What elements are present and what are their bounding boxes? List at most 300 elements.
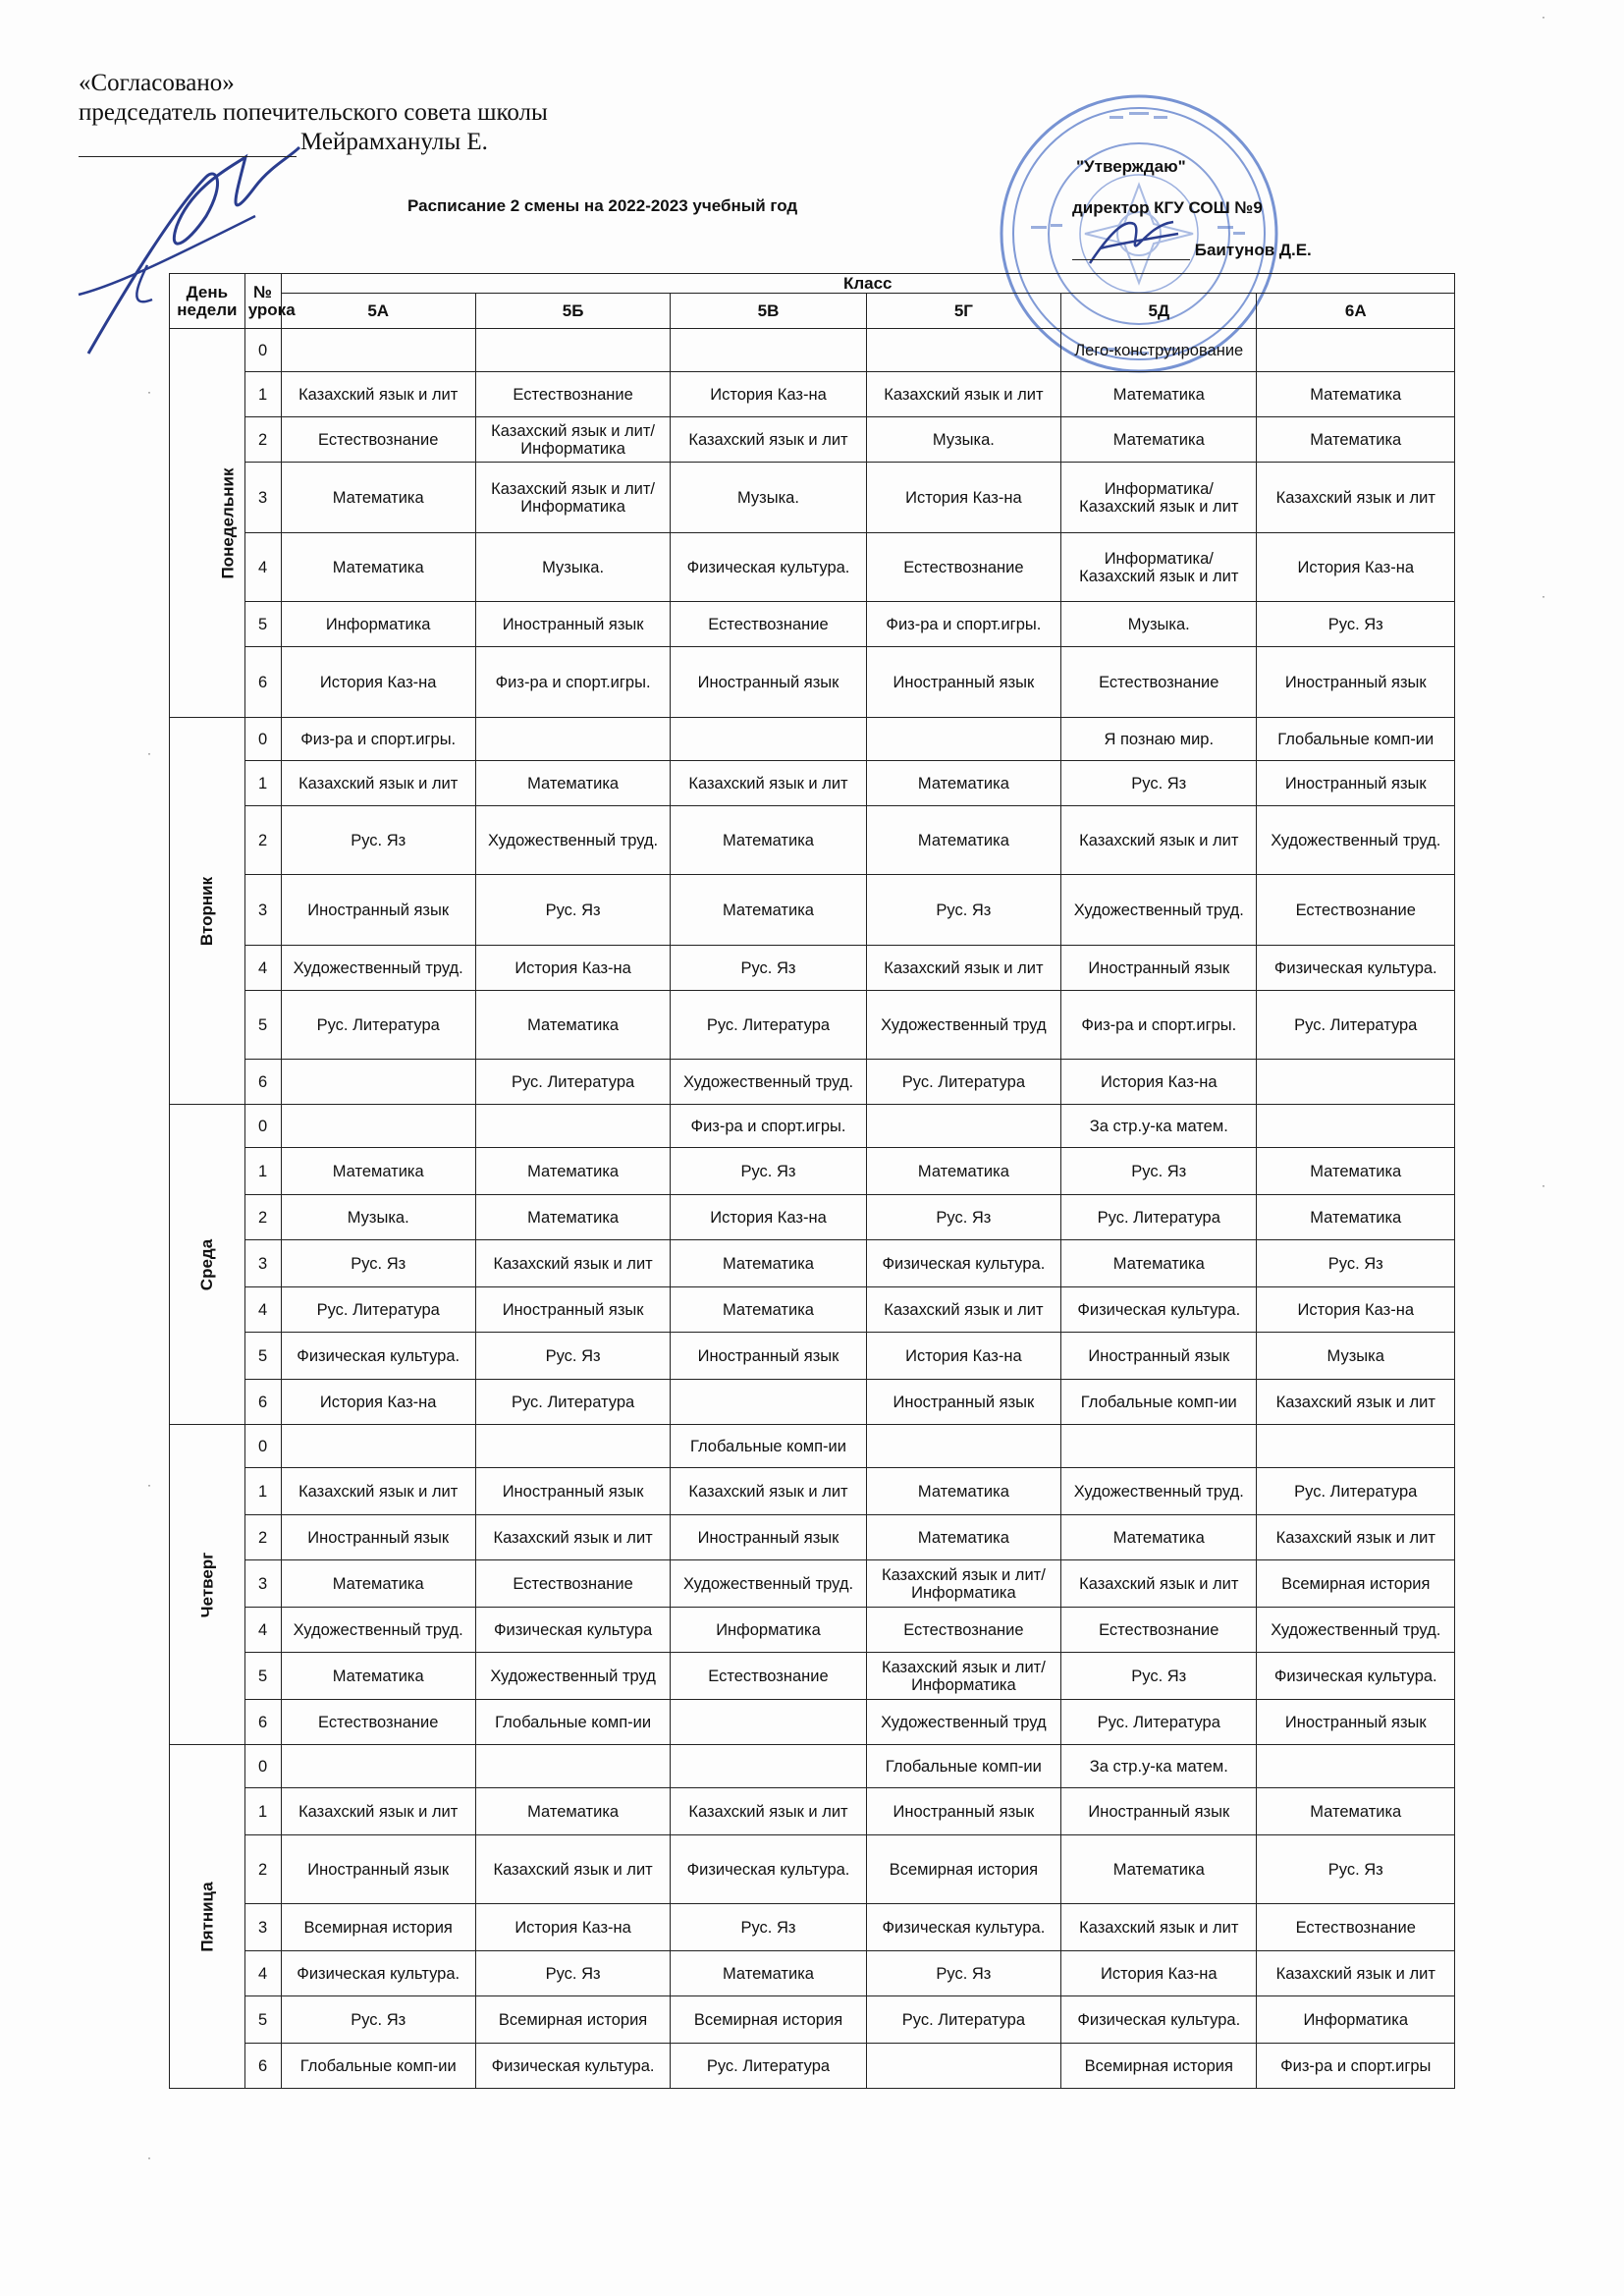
scan-dot: · <box>147 1478 151 1492</box>
subject-cell: Математика <box>1257 372 1455 417</box>
subject-cell: Рус. Литература <box>475 1060 670 1105</box>
lesson-number: 0 <box>244 329 281 372</box>
subject-cell: Математика <box>1257 1788 1455 1835</box>
table-row <box>170 1653 1455 1700</box>
subject-cell: Художественный труд. <box>281 1608 475 1653</box>
subject-cell: Рус. Яз <box>1061 761 1257 806</box>
subject-cell: Казахский язык и лит <box>1257 1515 1455 1560</box>
subject-cell: Казахский язык и лит/ Информатика <box>866 1653 1060 1700</box>
subject-cell: Казахский язык и лит/Информатика <box>475 463 670 533</box>
lesson-number: 4 <box>244 946 281 991</box>
subject-cell: Математика <box>671 875 866 946</box>
subject-cell <box>475 1745 670 1788</box>
subject-cell: Математика <box>1257 1148 1455 1195</box>
subject-cell: Физическая культура. <box>1061 1996 1257 2044</box>
subject-cell <box>281 1745 475 1788</box>
subject-cell: Рус. Яз <box>1061 1148 1257 1195</box>
scan-dot: · <box>1542 10 1545 24</box>
day-name: Пятница <box>197 1881 217 1952</box>
subject-cell: Естествознание <box>1061 647 1257 718</box>
subject-cell: Рус. Яз <box>475 1951 670 1996</box>
subject-cell: Рус. Яз <box>671 946 866 991</box>
table-row <box>170 647 1455 718</box>
subject-cell: Иностранный язык <box>866 647 1060 718</box>
subject-cell: Глобальные комп-ии <box>281 2044 475 2089</box>
subject-cell: Художественный труд. <box>281 946 475 991</box>
subject-cell: Казахский язык и лит <box>1257 463 1455 533</box>
subject-cell: Естествознание <box>475 1560 670 1608</box>
table-row <box>170 1333 1455 1380</box>
day-cell <box>170 329 245 718</box>
subject-cell: Художественный труд. <box>1061 875 1257 946</box>
subject-cell: Казахский язык и лит <box>281 761 475 806</box>
table-row <box>170 1745 1455 1788</box>
subject-cell: Информатика/ Казахский язык и лит <box>1061 463 1257 533</box>
scan-dot: · <box>147 2151 151 2164</box>
subject-cell: Иностранный язык <box>1061 946 1257 991</box>
lesson-number: 6 <box>244 1060 281 1105</box>
subject-cell: Естествознание <box>475 372 670 417</box>
subject-cell: Математика <box>1061 1515 1257 1560</box>
table-row <box>170 946 1455 991</box>
subject-cell: История Каз-на <box>475 1904 670 1951</box>
director-title: директор КГУ СОШ №9 <box>1072 198 1263 217</box>
subject-cell: История Каз-на <box>1257 1287 1455 1333</box>
subject-cell: Математика <box>281 1560 475 1608</box>
subject-cell: Информатика <box>281 602 475 647</box>
subject-cell: Физическая культура. <box>1257 946 1455 991</box>
chair-name: Мейрамханулы Е. <box>300 129 488 155</box>
subject-cell: Художественный труд. <box>1061 1468 1257 1515</box>
subject-cell: История Каз-на <box>1061 1951 1257 1996</box>
subject-cell: Иностранный язык <box>866 1788 1060 1835</box>
table-row <box>170 1700 1455 1745</box>
subject-cell: Естествознание <box>1257 1904 1455 1951</box>
day-name: Четверг <box>196 1552 216 1617</box>
subject-cell <box>1257 1745 1455 1788</box>
subject-cell: Рус. Литература <box>671 2044 866 2089</box>
class-column-header: 5В <box>671 294 866 329</box>
subject-cell: Лего-конструирование <box>1061 329 1257 372</box>
subject-cell: Художественный труд. <box>475 806 670 875</box>
subject-cell: Казахский язык и лит <box>671 1788 866 1835</box>
subject-cell: Физическая культура. <box>671 533 866 602</box>
subject-cell: Иностранный язык <box>475 1468 670 1515</box>
lesson-number: 3 <box>244 1240 281 1287</box>
subject-cell: Рус. Литература <box>671 991 866 1060</box>
subject-cell: Математика <box>671 1240 866 1287</box>
subject-cell: Музыка. <box>671 463 866 533</box>
lesson-number: 3 <box>244 1560 281 1608</box>
subject-cell: Математика <box>475 1788 670 1835</box>
subject-cell <box>671 1700 866 1745</box>
lesson-number-header: № урока <box>244 274 281 329</box>
subject-cell <box>281 1425 475 1468</box>
subject-cell: Всемирная история <box>281 1904 475 1951</box>
subject-cell: Иностранный язык <box>475 602 670 647</box>
subject-cell: Физ-ра и спорт.игры. <box>281 718 475 761</box>
subject-cell: Математика <box>475 1195 670 1240</box>
table-row <box>170 718 1455 761</box>
subject-cell: Всемирная история <box>671 1996 866 2044</box>
subject-cell <box>281 329 475 372</box>
subject-cell: Естествознание <box>671 602 866 647</box>
subject-cell <box>671 718 866 761</box>
subject-cell: Казахский язык и лит <box>1061 1560 1257 1608</box>
subject-cell <box>475 1425 670 1468</box>
subject-cell: Глобальные комп-ии <box>475 1700 670 1745</box>
subject-cell: Казахский язык и лит <box>475 1240 670 1287</box>
subject-cell: Математика <box>1257 1195 1455 1240</box>
lesson-number: 4 <box>244 533 281 602</box>
subject-cell: Естествознание <box>866 1608 1060 1653</box>
subject-cell: Физическая культура. <box>1061 1287 1257 1333</box>
subject-cell <box>671 1380 866 1425</box>
day-cell <box>170 1745 245 2089</box>
subject-cell: Казахский язык и лит <box>1061 806 1257 875</box>
subject-cell <box>671 329 866 372</box>
table-row <box>170 1105 1455 1148</box>
subject-cell <box>866 1105 1060 1148</box>
subject-cell <box>475 329 670 372</box>
subject-cell: Глобальные комп-ии <box>671 1425 866 1468</box>
table-row <box>170 1380 1455 1425</box>
table-row <box>170 1240 1455 1287</box>
subject-cell: За стр.у-ка матем. <box>1061 1745 1257 1788</box>
subject-cell: Рус. Яз <box>671 1904 866 1951</box>
subject-cell: За стр.у-ка матем. <box>1061 1105 1257 1148</box>
subject-cell: Я познаю мир. <box>1061 718 1257 761</box>
subject-cell: Музыка. <box>1061 602 1257 647</box>
table-row <box>170 1608 1455 1653</box>
subject-cell: Естествознание <box>866 533 1060 602</box>
subject-cell: Рус. Яз <box>281 1996 475 2044</box>
lesson-number: 5 <box>244 1333 281 1380</box>
table-row <box>170 1287 1455 1333</box>
scan-dot: · <box>1542 1178 1545 1192</box>
subject-cell: Рус. Яз <box>1257 602 1455 647</box>
subject-cell: Художественный труд <box>475 1653 670 1700</box>
approve-label: "Утверждаю" <box>1076 157 1186 176</box>
subject-cell: Физическая культура. <box>671 1835 866 1904</box>
subject-cell: Музыка. <box>475 533 670 602</box>
day-cell <box>170 718 245 1105</box>
day-cell <box>170 1425 245 1745</box>
lesson-number: 3 <box>244 875 281 946</box>
subject-cell: Физ-ра и спорт.игры. <box>866 602 1060 647</box>
subject-cell: Всемирная история <box>1257 1560 1455 1608</box>
subject-cell: Казахский язык и лит <box>866 1287 1060 1333</box>
table-row <box>170 1195 1455 1240</box>
subject-cell: Математика <box>866 761 1060 806</box>
subject-cell: Математика <box>1061 417 1257 463</box>
agreed-label: «Согласовано» <box>79 70 235 96</box>
chair-signature-line <box>79 135 297 157</box>
subject-cell: Иностранный язык <box>866 1380 1060 1425</box>
lesson-number: 0 <box>244 718 281 761</box>
schedule-table <box>169 273 1455 2089</box>
subject-cell: История Каз-на <box>1257 533 1455 602</box>
subject-cell: Информатика/ Казахский язык и лит <box>1061 533 1257 602</box>
subject-cell: Математика <box>475 991 670 1060</box>
lesson-number: 2 <box>244 1195 281 1240</box>
table-row <box>170 463 1455 533</box>
subject-cell: Иностранный язык <box>1257 1700 1455 1745</box>
table-row <box>170 1425 1455 1468</box>
subject-cell <box>1061 1425 1257 1468</box>
subject-cell: Иностранный язык <box>1061 1788 1257 1835</box>
lesson-number: 3 <box>244 1904 281 1951</box>
subject-cell <box>281 1060 475 1105</box>
day-name: Вторник <box>197 876 217 946</box>
subject-cell: Рус. Яз <box>281 1240 475 1287</box>
subject-cell: Всемирная история <box>1061 2044 1257 2089</box>
subject-cell: Иностранный язык <box>671 647 866 718</box>
subject-cell: Естествознание <box>281 1700 475 1745</box>
subject-cell: Казахский язык и лит <box>281 1468 475 1515</box>
subject-cell: Художественный труд. <box>671 1560 866 1608</box>
subject-cell: Казахский язык и лит <box>475 1515 670 1560</box>
director-name: Баитунов Д.Е. <box>1194 241 1312 259</box>
table-row <box>170 372 1455 417</box>
lesson-number: 0 <box>244 1105 281 1148</box>
subject-cell: Естествознание <box>1257 875 1455 946</box>
table-row <box>170 602 1455 647</box>
subject-cell: Математика <box>671 806 866 875</box>
lesson-number: 1 <box>244 1468 281 1515</box>
table-row <box>170 329 1455 372</box>
subject-cell: Казахский язык и лит <box>671 761 866 806</box>
subject-cell: Рус. Литература <box>281 991 475 1060</box>
subject-cell: Художественный труд. <box>1257 1608 1455 1653</box>
subject-cell: Рус. Литература <box>1257 1468 1455 1515</box>
subject-cell: Математика <box>1061 1835 1257 1904</box>
subject-cell: Рус. Литература <box>1257 991 1455 1060</box>
table-row <box>170 1835 1455 1904</box>
chair-title: председатель попечительского совета школы <box>79 99 548 126</box>
scan-dot: · <box>1542 589 1545 603</box>
subject-cell: Рус. Яз <box>281 806 475 875</box>
table-row <box>170 1788 1455 1835</box>
subject-cell: Естествознание <box>281 417 475 463</box>
lesson-number: 2 <box>244 1515 281 1560</box>
subject-cell: Иностранный язык <box>475 1287 670 1333</box>
subject-cell: Казахский язык и лит <box>1061 1904 1257 1951</box>
subject-cell: Математика <box>281 1653 475 1700</box>
table-row <box>170 1148 1455 1195</box>
subject-cell: История Каз-на <box>866 1333 1060 1380</box>
subject-cell: Физическая культура. <box>281 1951 475 1996</box>
table-row <box>170 991 1455 1060</box>
subject-cell: История Каз-на <box>281 1380 475 1425</box>
subject-cell: Физическая культура. <box>866 1904 1060 1951</box>
subject-cell: Математика <box>1257 417 1455 463</box>
subject-cell: Иностранный язык <box>1257 647 1455 718</box>
subject-cell: Рус. Литература <box>281 1287 475 1333</box>
subject-cell: Естествознание <box>1061 1608 1257 1653</box>
subject-cell: История Каз-на <box>475 946 670 991</box>
table-row <box>170 875 1455 946</box>
subject-cell: Рус. Литература <box>1061 1700 1257 1745</box>
subject-cell: Казахский язык и лит <box>475 1835 670 1904</box>
subject-cell: Художественный труд. <box>671 1060 866 1105</box>
document-title: Расписание 2 смены на 2022-2023 учебный год <box>407 196 798 215</box>
day-cell <box>170 1105 245 1425</box>
lesson-number: 6 <box>244 647 281 718</box>
subject-cell: Всемирная история <box>866 1835 1060 1904</box>
lesson-number: 6 <box>244 1380 281 1425</box>
subject-cell: Рус. Яз <box>1257 1240 1455 1287</box>
subject-cell: Иностранный язык <box>281 1515 475 1560</box>
table-row <box>170 417 1455 463</box>
class-column-header: 6А <box>1257 294 1455 329</box>
lesson-number: 5 <box>244 1653 281 1700</box>
subject-cell <box>1257 1425 1455 1468</box>
subject-cell: Музыка. <box>281 1195 475 1240</box>
table-row <box>170 1515 1455 1560</box>
subject-cell: Казахский язык и лит <box>866 372 1060 417</box>
subject-cell: Физическая культура. <box>866 1240 1060 1287</box>
subject-cell: Рус. Яз <box>866 875 1060 946</box>
subject-cell: Математика <box>475 761 670 806</box>
subject-cell <box>1257 1105 1455 1148</box>
subject-cell: Казахский язык и лит <box>281 372 475 417</box>
subject-cell: Казахский язык и лит <box>1257 1951 1455 1996</box>
lesson-number: 1 <box>244 761 281 806</box>
subject-cell: Казахский язык и лит/Информатика <box>475 417 670 463</box>
subject-cell <box>866 2044 1060 2089</box>
lesson-number: 5 <box>244 991 281 1060</box>
day-header: День недели <box>170 274 245 329</box>
subject-cell: Математика <box>671 1951 866 1996</box>
subject-cell <box>866 718 1060 761</box>
subject-cell <box>866 329 1060 372</box>
subject-cell: Физическая культура. <box>281 1333 475 1380</box>
subject-cell: Физ-ра и спорт.игры <box>1257 2044 1455 2089</box>
subject-cell: Казахский язык и лит/ Информатика <box>866 1560 1060 1608</box>
subject-cell: Казахский язык и лит <box>281 1788 475 1835</box>
subject-cell: История Каз-на <box>1061 1060 1257 1105</box>
lesson-number: 1 <box>244 1788 281 1835</box>
subject-cell: Физ-ра и спорт.игры. <box>475 647 670 718</box>
subject-cell: Глобальные комп-ии <box>866 1745 1060 1788</box>
table-row <box>170 533 1455 602</box>
lesson-number: 4 <box>244 1608 281 1653</box>
class-column-header: 5Б <box>475 294 670 329</box>
lesson-number: 5 <box>244 602 281 647</box>
class-column-header: 5Г <box>866 294 1060 329</box>
subject-cell: История Каз-на <box>671 1195 866 1240</box>
lesson-number: 4 <box>244 1287 281 1333</box>
subject-cell: Математика <box>671 1287 866 1333</box>
subject-cell: Математика <box>866 1148 1060 1195</box>
subject-cell: История Каз-на <box>866 463 1060 533</box>
table-row <box>170 1060 1455 1105</box>
subject-cell: Казахский язык и лит <box>866 946 1060 991</box>
subject-cell: Иностранный язык <box>1061 1333 1257 1380</box>
subject-cell: Всемирная история <box>475 1996 670 2044</box>
subject-cell: Казахский язык и лит <box>671 1468 866 1515</box>
class-header: Класс <box>281 274 1455 294</box>
subject-cell: Математика <box>866 1468 1060 1515</box>
day-name: Понедельник <box>218 466 238 579</box>
subject-cell: Музыка. <box>866 417 1060 463</box>
subject-cell <box>671 1745 866 1788</box>
subject-cell: Физическая культура. <box>475 2044 670 2089</box>
subject-cell: Информатика <box>671 1608 866 1653</box>
subject-cell: Физ-ра и спорт.игры. <box>671 1105 866 1148</box>
subject-cell: Рус. Яз <box>866 1951 1060 1996</box>
subject-cell: Казахский язык и лит <box>1257 1380 1455 1425</box>
subject-cell: Рус. Яз <box>671 1148 866 1195</box>
subject-cell: Физическая культура. <box>1257 1653 1455 1700</box>
subject-cell: Физ-ра и спорт.игры. <box>1061 991 1257 1060</box>
subject-cell: История Каз-на <box>281 647 475 718</box>
lesson-number: 1 <box>244 1148 281 1195</box>
table-row <box>170 761 1455 806</box>
lesson-number: 2 <box>244 417 281 463</box>
subject-cell: Иностранный язык <box>1257 761 1455 806</box>
subject-cell <box>866 1425 1060 1468</box>
lesson-number: 1 <box>244 372 281 417</box>
class-column-header: 5А <box>281 294 475 329</box>
agreement-block <box>79 69 548 157</box>
subject-cell: Рус. Литература <box>1061 1195 1257 1240</box>
subject-cell <box>1257 329 1455 372</box>
subject-cell: Математика <box>281 463 475 533</box>
subject-cell: Математика <box>281 1148 475 1195</box>
subject-cell: Естествознание <box>671 1653 866 1700</box>
subject-cell <box>475 1105 670 1148</box>
day-name: Среда <box>196 1238 216 1290</box>
subject-cell <box>1257 1060 1455 1105</box>
subject-cell: Иностранный язык <box>671 1333 866 1380</box>
lesson-number: 2 <box>244 1835 281 1904</box>
director-signature-block <box>1072 241 1312 260</box>
lesson-number: 5 <box>244 1996 281 2044</box>
subject-cell: Рус. Литература <box>866 1060 1060 1105</box>
lesson-number: 3 <box>244 463 281 533</box>
subject-cell: Музыка <box>1257 1333 1455 1380</box>
lesson-number: 6 <box>244 1700 281 1745</box>
subject-cell: Математика <box>1061 1240 1257 1287</box>
scan-dot: · <box>147 746 151 760</box>
scan-dot: · <box>147 385 151 399</box>
subject-cell <box>475 718 670 761</box>
table-row <box>170 1468 1455 1515</box>
lesson-number: 2 <box>244 806 281 875</box>
table-row <box>170 806 1455 875</box>
subject-cell: Рус. Литература <box>866 1996 1060 2044</box>
subject-cell: Рус. Яз <box>475 1333 670 1380</box>
director-signature-line <box>1072 246 1190 260</box>
table-row <box>170 1560 1455 1608</box>
subject-cell <box>281 1105 475 1148</box>
subject-cell: Художественный труд <box>866 991 1060 1060</box>
subject-cell: Рус. Яз <box>475 875 670 946</box>
subject-cell: Математика <box>1061 372 1257 417</box>
table-row <box>170 1996 1455 2044</box>
subject-cell: Художественный труд <box>866 1700 1060 1745</box>
subject-cell: Рус. Яз <box>1257 1835 1455 1904</box>
table-row <box>170 2044 1455 2089</box>
subject-cell: Информатика <box>1257 1996 1455 2044</box>
subject-cell: Глобальные комп-ии <box>1061 1380 1257 1425</box>
subject-cell: Рус. Яз <box>1061 1653 1257 1700</box>
lesson-number: 0 <box>244 1745 281 1788</box>
subject-cell: Художественный труд. <box>1257 806 1455 875</box>
subject-cell: Рус. Яз <box>866 1195 1060 1240</box>
